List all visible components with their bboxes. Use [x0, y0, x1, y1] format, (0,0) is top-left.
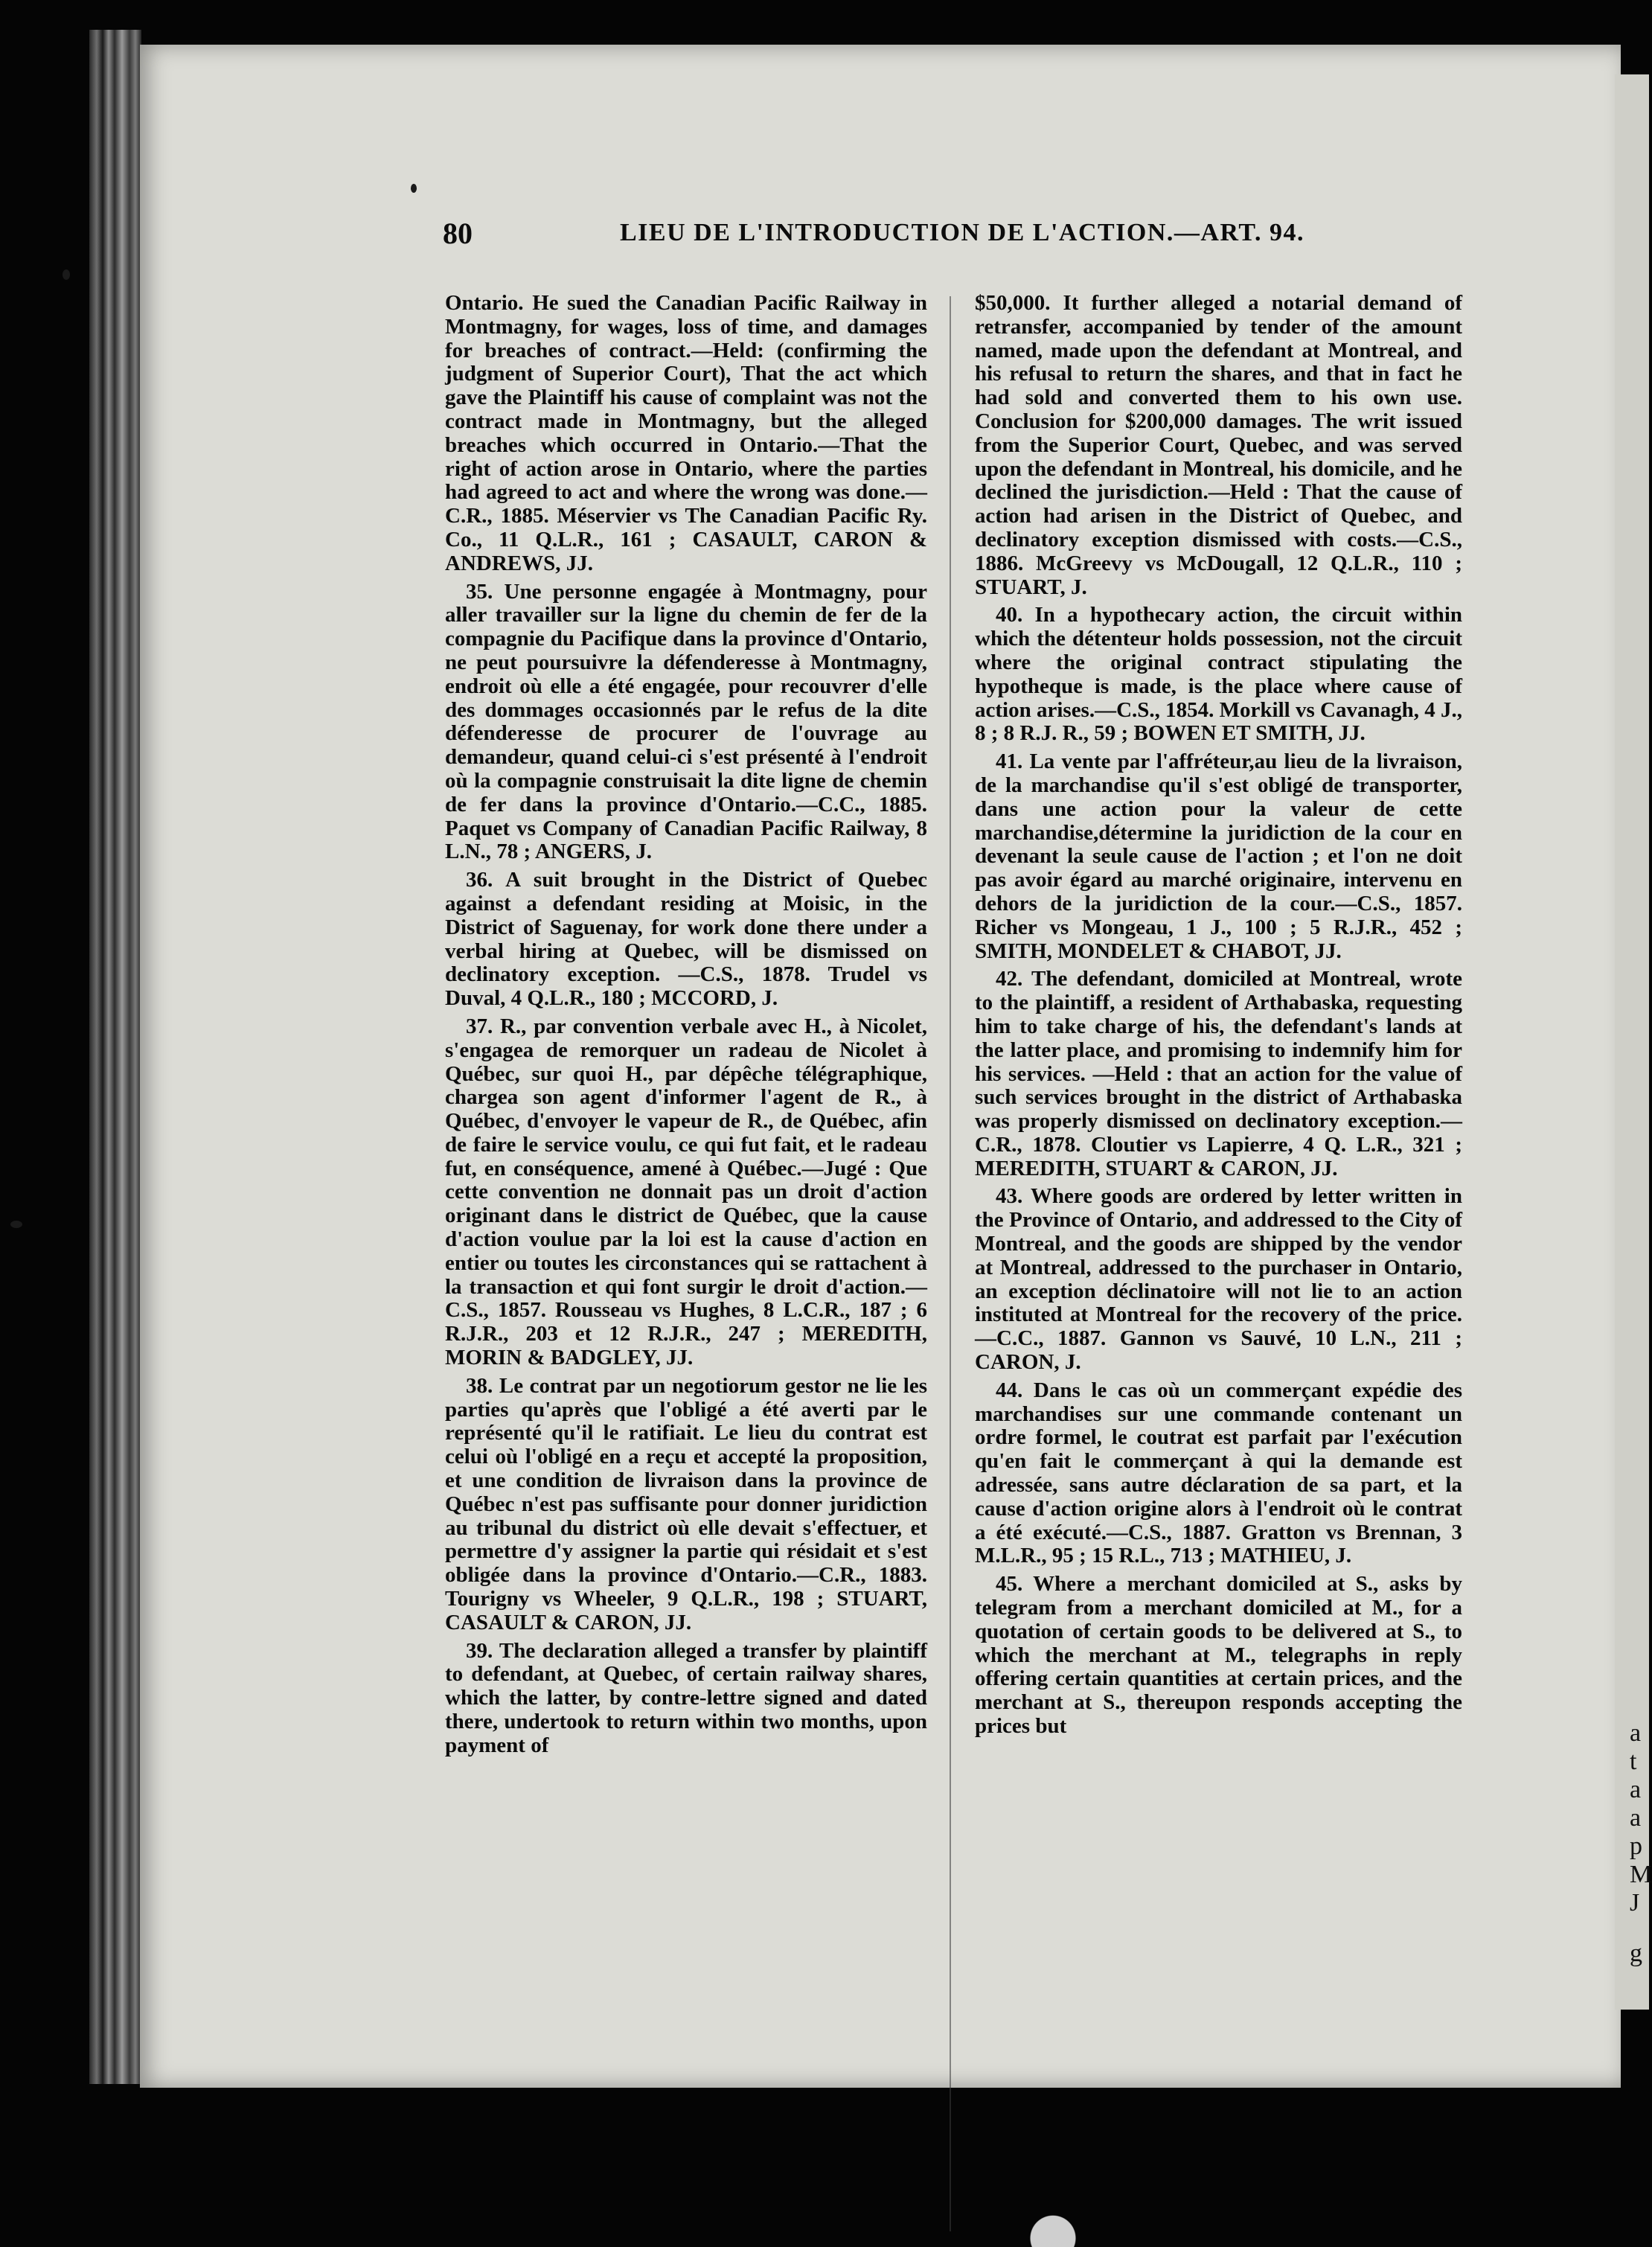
paragraph-39: 39. The declaration alleged a transfer by plaintiff to defendant, at Quebec, of certain railway shares, which the latter, by contre-lettre signed and dated there, undertook to return within two months, upon payment of [445, 1638, 927, 1757]
paragraph-40: 40. In a hypothecary action, the circuit within which the détenteur holds possession, not the circuit where the original contract stipulating the hypotheque is made, is the place where cause of action arises.—C.S., 1854. Morkill vs Cavanagh, 4 J., 8 ; 8 R.J. R., 59 ; BOWEN ET SMITH, JJ. [975, 603, 1462, 746]
sliver-letter: a [1630, 1719, 1642, 1747]
page-header [443, 216, 1507, 261]
sliver-letter: M [1630, 1861, 1652, 1888]
sliver-letter: p [1630, 1832, 1642, 1860]
sliver-letter: a [1630, 1804, 1642, 1832]
paragraph-36: 36. A suit brought in the District of Quebec against a defendant residing at Moisic, in the District of Saguenay, for work done there under a verbal hiring at Quebec, will be dismissed on declinatory exception. —C.S., 1878. Trudel vs Duval, 4 Q.L.R., 180 ; MCCORD, J. [445, 868, 927, 1011]
paragraph-37: 37. R., par convention verbale avec H., à Nicolet, s'engagea de remorquer un radeau de Nicolet à Québec, sur quoi H., par dépêche télégraphique, chargea son agent d'informer l'agent de R., à Québec, d'envoyer le vapeur de R., de Québec, afin de faire le service voulu, ce qui fut fait, et le radeau fut, en conséquence, amené à Québec.—Jugé : Que cette convention ne donnait pas un droit d'action originant dans le district de Québec, que la cause d'action voulue par la loi est la cause d'action en entier ou toutes les circonstances qui se rattachent à la transaction et qui font surgir le droit d'action.— C.S., 1857. Rousseau vs Hughes, 8 L.C.R., 187 ; 6 R.J.R., 203 et 12 R.J.R., 247 ; MEREDITH, MORIN & BADGLEY, JJ. [445, 1014, 927, 1370]
paragraph-39-continuation: $50,000. It further alleged a notarial demand of retransfer, accompanied by tender of the amount named, made upon the defendant at Montreal, and his refusal to return the shares, and that in fact he had sold and converted them to his own use. Conclusion for $200,000 damages. The writ issued from the Superior Court, Quebec, and was served upon the defendant in Montreal, his domicile, and he declined the jurisdiction.—Held : That the cause of action had arisen in the District of Quebec, and declinatory exception dismissed with costs.—C.S., 1886. McGreevy vs McDougall, 12 Q.L.R., 110 ; STUART, J. [975, 291, 1462, 599]
dust-speck [10, 1221, 22, 1228]
page-number: 80 [443, 217, 473, 250]
paragraph-43: 43. Where goods are ordered by letter written in the Province of Ontario, and addressed to the City of Montreal, and the goods are shipped by the vendor at Montreal, addressed to the purchaser in Ontario, an exception déclinatoire will not lie to an action instituted at Montreal for the recovery of the price.—C.C., 1887. Gannon vs Sauvé, 10 L.N., 211 ; CARON, J. [975, 1184, 1462, 1375]
paragraph-41: 41. La vente par l'affréteur,au lieu de la livraison, de la marchandise qu'il s'est obligé de transporter, dans une action pour la valeur de cette marchandise,détermine la juridiction de la cour en devenant la seule cause de l'action ; et l'on ne doit pas avoir égard au marché originaire, intervenu en dehors de la juridiction de la cour.—C.S., 1857. Richer vs Mongeau, 1 J., 100 ; 5 R.J.R., 452 ; SMITH, MONDELET & CHABOT, JJ. [975, 749, 1462, 963]
running-title: LIEU DE L'INTRODUCTION DE L'ACTION.—ART. 94. [620, 219, 1304, 246]
sliver-letter: g [1630, 1940, 1642, 1967]
paragraph-continuation: Ontario. He sued the Canadian Pacific Railway in Montmagny, for wages, loss of time, and damages for breaches of contract.—Held: (confirming the judgment of Superior Court), That the act which gave the Plaintiff his cause of complaint was not the contract made in Montmagny, but the alleged breaches which occurred in Ontario.—That the right of action arose in Ontario, where the parties had agreed to act and where the wrong was done.—C.R., 1885. Méservier vs The Canadian Pacific Ry. Co., 11 Q.L.R., 161 ; CASAULT, CARON & ANDREWS, JJ. [445, 291, 927, 575]
dust-speck [63, 269, 70, 280]
sliver-letter: a [1630, 1776, 1642, 1803]
column-divider [950, 296, 951, 2231]
paragraph-45: 45. Where a merchant domiciled at S., asks by telegram from a merchant domiciled at M., for a quotation of certain goods to be delivered at S., to which the merchant at M., telegraphs in reply offering certain quantities at certain prices, and the merchant at S., thereupon responds accepting the prices but [975, 1572, 1462, 1739]
sliver-letter: t [1630, 1748, 1637, 1775]
dust-speck [411, 184, 417, 193]
paragraph-38: 38. Le contrat par un negotiorum gestor ne lie les parties qu'après que l'obligé a été averti par le représenté qu'il le ratifiait. Le lieu du contrat est celui où l'obligé en a reçu et accepté la proposition, et une condition de livraison dans la province de Québec n'est pas suffisante pour donner juridiction au tribunal du district où elle devait s'effectuer, et permettre d'y assigner la partie qui résidait et s'est obligée dans la province d'Ontario.—C.R., 1883. Tourigny vs Wheeler, 9 Q.L.R., 198 ; STUART, CASAULT & CARON, JJ. [445, 1373, 927, 1634]
left-column [445, 292, 927, 1762]
page-tear-mark [1012, 2203, 1094, 2247]
adjacent-page-letters [1630, 0, 1652, 1968]
right-column [975, 292, 1462, 1743]
paragraph-44: 44. Dans le cas où un commerçant expédie des marchandises sur une commande contenant un ordre formel, le coutrat est parfait par l'exécution qu'en fait le commerçant à qui la demande est adressée, sans autre déclaration de sa part, et la cause d'action origine alors à l'endroit où le contrat a été exécuté.—C.S., 1887. Gratton vs Brennan, 3 M.L.R., 95 ; 15 R.L., 713 ; MATHIEU, J. [975, 1378, 1462, 1568]
paragraph-35: 35. Une personne engagée à Montmagny, pour aller travailler sur la ligne du chemin de fer de la compagnie du Pacifique dans la province d'Ontario, ne peut poursuivre la défenderesse à Montmagny, endroit où elle a été engagée, pour recouvrer d'elle des dommages occasionnés par le refus de la dite défenderesse de procurer de l'ouvrage au demandeur, quand celui-ci s'est présenté à l'endroit où la compagnie construisait la dite ligne de chemin de fer dans la province d'Ontario.—C.C., 1885. Paquet vs Company of Canadian Pacific Railway, 8 L.N., 78 ; ANGERS, J. [445, 579, 927, 864]
paragraph-42: 42. The defendant, domiciled at Montreal, wrote to the plaintiff, a resident of Arthabaska, requesting him to take charge of his, the defendant's lands at the latter place, and promising to indemnify him for his services. —Held : that an action for the value of such services brought in the district of Arthabaska was properly dismissed on declinatory exception.—C.R., 1878. Cloutier vs Lapierre, 4 Q. L.R., 321 ; MEREDITH, STUART & CARON, JJ. [975, 967, 1462, 1180]
sliver-letter: J [1630, 1889, 1640, 1917]
book-binding [89, 30, 141, 2084]
